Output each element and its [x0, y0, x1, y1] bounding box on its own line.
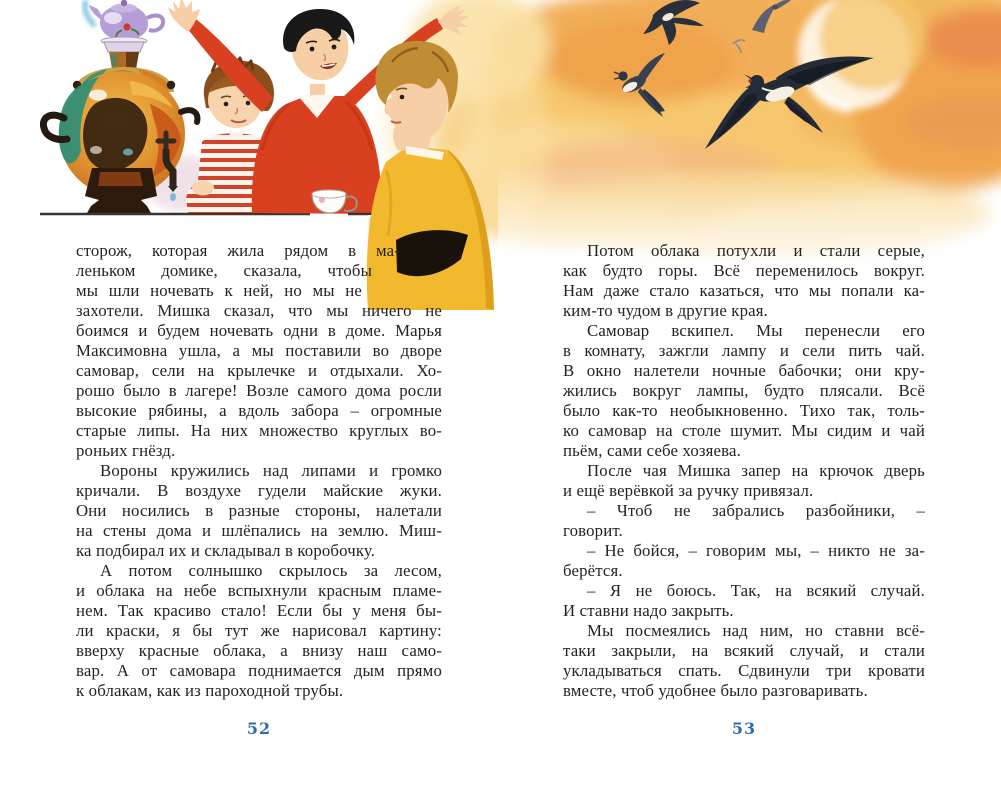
text-line: ким-то чудом в другие края.: [563, 301, 768, 320]
text-line: на стены дома и шлёпались на землю. Миш-: [76, 521, 442, 540]
text-line: ка подбирал их и складывал в коробочку.: [76, 541, 376, 560]
text-line: высокие рябины, а вдоль забора – огромные: [76, 401, 442, 420]
text-line: рошо было в лагере! Возле самого дома росли: [76, 381, 442, 400]
text-line: и ещё верёвкой за ручку привязал.: [563, 481, 814, 500]
text-line: роньих гнёзд.: [76, 441, 176, 460]
text-line: Самовар вскипел. Мы перенесли его: [587, 321, 925, 340]
samovar: [43, 0, 197, 213]
text-line: самовар, сели на крылечке и отдыхали. Хо-: [76, 361, 442, 380]
text-line: сторож, которая жила рядом в ма-: [76, 241, 400, 260]
text-line: укладываться спать. Сдвинули три кровати: [563, 661, 925, 680]
text-line: берётся.: [563, 561, 623, 580]
text-line: таки закрыли, на всякий случай, и стали: [563, 641, 925, 660]
text-line: Максимовна ушла, а мы поставили во дворе: [76, 341, 442, 360]
text-line: леньком домике, сказала, чтобы: [76, 261, 372, 280]
text-line: Нам даже стало казаться, что мы попали ка-: [563, 281, 925, 300]
text-line: И ставни надо закрыть.: [563, 601, 734, 620]
text-line: в комнату, зажгли лампу и сели пить чай.: [563, 341, 925, 360]
text-line: А потом солнышко скрылось за лесом,: [100, 561, 442, 580]
text-line: говорит.: [563, 521, 623, 540]
text-line: вар. А от самовара поднимается дым прямо: [76, 661, 442, 680]
text-line: вместе, чтоб удобнее было разговаривать.: [563, 681, 868, 700]
text-line: и облака на небе вспыхнули красным пламе-: [76, 581, 442, 600]
text-line: Потом облака потухли и стали серые,: [587, 241, 925, 260]
text-line: – Чтоб не забрались разбойники, –: [587, 501, 925, 520]
text-line: жились вокруг лампы, будто плясали. Всё: [563, 381, 925, 400]
right-page-footer: [563, 701, 925, 738]
text-line: ко самовар на столе шумит. Мы сидим и чай: [563, 421, 925, 440]
text-line: Мы посмеялись над ним, но ставни всё-: [587, 621, 925, 640]
text-line: к облакам, как из пароходной трубы.: [76, 681, 344, 700]
left-page-text: [76, 241, 442, 701]
text-line: боимся и будем ночевать одни в доме. Марья: [76, 321, 442, 340]
text-line: В окно налетели ночные бабочки; они кру-: [563, 361, 925, 380]
text-line: старые липы. На них множество круглых во-: [76, 421, 442, 440]
text-line: захотели. Мишка сказал, что мы ничего не: [76, 301, 442, 320]
right-page-number: 53: [731, 719, 757, 738]
left-page-number: 52: [246, 719, 272, 738]
text-line: как будто горы. Всё переменилось вокруг.: [563, 261, 925, 280]
text-line: Они носились в разные стороны, налетали: [76, 501, 442, 520]
text-line: – Я не боюсь. Так, на всякий случай.: [587, 581, 925, 600]
text-line: ли краски, я бы тут же нарисовал картину:: [76, 621, 442, 640]
text-line: Вороны кружились над липами и громко: [100, 461, 442, 480]
teapot: [89, 0, 163, 40]
text-line: После чая Мишка запер на крючок дверь: [587, 461, 925, 480]
text-line: нем. Так красиво стало! Если бы у меня бы-: [76, 601, 442, 620]
left-page-footer: [76, 701, 442, 738]
text-line: вверху красные облака, а внизу наш само-: [76, 641, 442, 660]
text-line: кричали. В воздухе гудели майские жуки.: [76, 481, 442, 500]
text-line: – Не бойся, – говорим мы, – никто не за-: [587, 541, 925, 560]
text-line: пьём, сами себе хозяева.: [563, 441, 741, 460]
text-line: было как-то необыкновенно. Тихо так, толь-: [563, 401, 925, 420]
right-page-text: [563, 241, 925, 701]
text-line: мы шли ночевать к ней, но мы не: [76, 281, 362, 300]
